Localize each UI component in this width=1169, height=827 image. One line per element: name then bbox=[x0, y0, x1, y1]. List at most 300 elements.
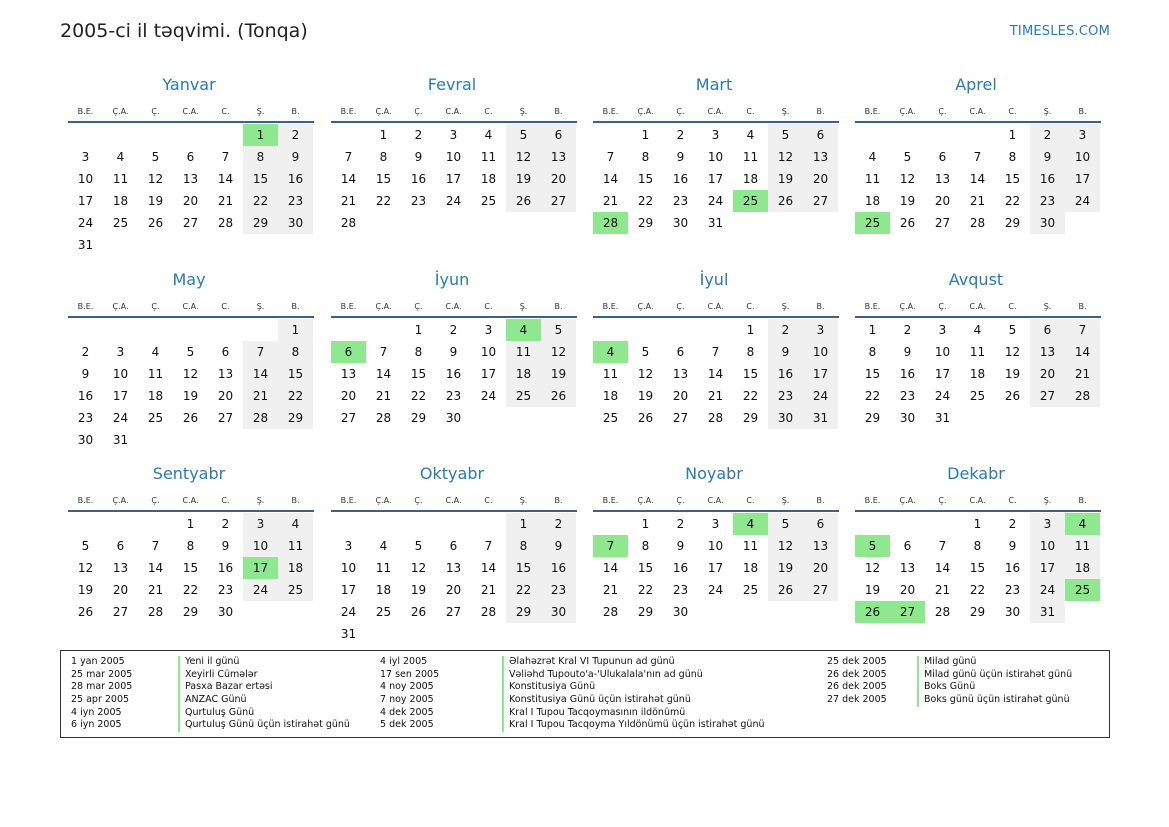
day-cell: 18 bbox=[506, 363, 541, 385]
day-cell: 14 bbox=[602, 172, 619, 186]
empty-cell bbox=[471, 212, 506, 234]
empty-cell bbox=[663, 319, 698, 341]
day-cell: 26 bbox=[637, 411, 654, 425]
day-cell: 2 bbox=[278, 124, 313, 146]
empty-cell bbox=[366, 623, 401, 645]
day-grid bbox=[855, 124, 1101, 234]
day-cell: 30 bbox=[77, 433, 94, 447]
day-cell: 25 bbox=[1065, 579, 1100, 601]
holiday-name: Əlahəzrət Kral VI Tupunun ad günü bbox=[502, 656, 675, 669]
day-cell: 1 bbox=[278, 319, 313, 341]
day-cell: 2 bbox=[676, 128, 685, 142]
holiday-date: 4 iyl 2005 bbox=[380, 656, 428, 667]
empty-cell bbox=[278, 601, 313, 623]
day-cell: 11 bbox=[742, 539, 759, 553]
weekday-label: Ç. bbox=[938, 496, 947, 505]
day-cell: 21 bbox=[243, 385, 278, 407]
day-cell: 30 bbox=[899, 411, 916, 425]
day-cell: 9 bbox=[278, 146, 313, 168]
day-cell: 22 bbox=[742, 389, 759, 403]
weekday-label: B. bbox=[1078, 107, 1087, 116]
day-cell: 24 bbox=[1030, 579, 1065, 601]
day-cell: 21 bbox=[217, 194, 234, 208]
day-cell: 5 bbox=[186, 345, 195, 359]
day-cell: 9 bbox=[1030, 146, 1065, 168]
day-cell: 6 bbox=[449, 539, 458, 553]
day-cell: 16 bbox=[278, 168, 313, 190]
weekday-label: C.A. bbox=[182, 302, 199, 311]
day-grid bbox=[331, 319, 577, 429]
day-cell: 6 bbox=[938, 150, 947, 164]
day-cell: 27 bbox=[217, 411, 234, 425]
weekday-label: Ç. bbox=[414, 302, 423, 311]
day-cell: 8 bbox=[641, 150, 650, 164]
weekday-label: Ç. bbox=[151, 107, 160, 116]
day-cell: 14 bbox=[217, 172, 234, 186]
day-cell: 18 bbox=[742, 172, 759, 186]
day-cell: 4 bbox=[973, 323, 982, 337]
day-cell: 27 bbox=[340, 411, 357, 425]
day-cell: 5 bbox=[641, 345, 650, 359]
page-title: 2005-ci il təqvimi. (Tonqa) bbox=[60, 20, 308, 42]
weekday-label: B.E. bbox=[340, 496, 357, 505]
weekday-label: Ş. bbox=[781, 302, 790, 311]
day-cell: 25 bbox=[147, 411, 164, 425]
empty-cell bbox=[401, 513, 436, 535]
empty-cell bbox=[698, 319, 733, 341]
empty-cell bbox=[278, 429, 313, 451]
day-cell: 17 bbox=[243, 557, 278, 579]
weekday-header bbox=[855, 493, 1101, 509]
day-cell: 19 bbox=[410, 583, 427, 597]
day-cell: 2 bbox=[414, 128, 423, 142]
day-cell: 5 bbox=[414, 539, 423, 553]
weekday-label: C.A. bbox=[707, 496, 724, 505]
empty-cell bbox=[925, 513, 960, 535]
month-block bbox=[331, 75, 577, 234]
empty-cell bbox=[855, 124, 890, 146]
day-cell: 8 bbox=[278, 341, 313, 363]
day-cell: 14 bbox=[147, 561, 164, 575]
day-cell: 22 bbox=[969, 583, 986, 597]
day-cell: 24 bbox=[77, 216, 94, 230]
day-cell: 18 bbox=[864, 194, 881, 208]
day-cell: 10 bbox=[803, 341, 838, 363]
day-cell: 23 bbox=[672, 194, 689, 208]
weekday-label: Ş. bbox=[1043, 107, 1052, 116]
day-cell: 10 bbox=[934, 345, 951, 359]
empty-cell bbox=[890, 513, 925, 535]
weekday-label: Ç.A. bbox=[637, 496, 654, 505]
day-cell: 12 bbox=[768, 535, 803, 557]
day-cell: 9 bbox=[676, 150, 685, 164]
day-cell: 4 bbox=[506, 319, 541, 341]
day-cell: 16 bbox=[672, 561, 689, 575]
weekday-label: B. bbox=[1078, 496, 1087, 505]
day-cell: 26 bbox=[506, 190, 541, 212]
holiday-name: ANZAC Günü bbox=[178, 694, 247, 707]
day-cell: 3 bbox=[803, 319, 838, 341]
day-grid bbox=[68, 124, 314, 256]
empty-cell bbox=[138, 124, 173, 146]
day-cell: 28 bbox=[243, 407, 278, 429]
header-rule bbox=[593, 121, 839, 123]
day-cell: 15 bbox=[410, 367, 427, 381]
day-cell: 18 bbox=[1065, 557, 1100, 579]
weekday-label: Ş. bbox=[781, 107, 790, 116]
day-cell: 3 bbox=[711, 517, 720, 531]
day-cell: 27 bbox=[803, 190, 838, 212]
weekday-label: B. bbox=[554, 107, 563, 116]
day-cell: 3 bbox=[344, 539, 353, 553]
empty-cell bbox=[593, 319, 628, 341]
weekday-label: Ş. bbox=[519, 302, 528, 311]
day-cell: 1 bbox=[973, 517, 982, 531]
month-block bbox=[855, 464, 1101, 623]
day-cell: 6 bbox=[541, 124, 576, 146]
day-cell: 18 bbox=[742, 561, 759, 575]
day-cell: 21 bbox=[480, 583, 497, 597]
day-cell: 17 bbox=[803, 363, 838, 385]
empty-cell bbox=[243, 234, 278, 256]
day-cell: 3 bbox=[81, 150, 90, 164]
day-cell: 31 bbox=[112, 433, 129, 447]
holiday-name: Pasxa Bazar ertəsi bbox=[178, 681, 273, 694]
day-cell: 25 bbox=[742, 583, 759, 597]
day-cell: 14 bbox=[707, 367, 724, 381]
weekday-label: Ç.A. bbox=[112, 496, 129, 505]
month-name: May bbox=[172, 270, 206, 289]
day-cell: 5 bbox=[903, 150, 912, 164]
weekday-label: B. bbox=[816, 302, 825, 311]
day-cell: 12 bbox=[768, 146, 803, 168]
day-cell: 21 bbox=[1065, 363, 1100, 385]
day-cell: 4 bbox=[151, 345, 160, 359]
empty-cell bbox=[208, 124, 243, 146]
weekday-label: Ş. bbox=[1043, 496, 1052, 505]
day-cell: 4 bbox=[1065, 513, 1100, 535]
day-cell: 10 bbox=[480, 345, 497, 359]
day-cell: 11 bbox=[147, 367, 164, 381]
month-name: Fevral bbox=[427, 75, 477, 94]
day-cell: 25 bbox=[278, 579, 313, 601]
day-cell: 30 bbox=[672, 605, 689, 619]
day-grid bbox=[855, 513, 1101, 623]
day-cell: 22 bbox=[506, 579, 541, 601]
day-cell: 9 bbox=[903, 345, 912, 359]
day-cell: 1 bbox=[746, 323, 755, 337]
day-cell: 1 bbox=[1008, 128, 1017, 142]
weekday-label: C. bbox=[746, 496, 755, 505]
day-cell: 12 bbox=[541, 341, 576, 363]
day-cell: 12 bbox=[506, 146, 541, 168]
day-cell: 3 bbox=[484, 323, 493, 337]
empty-cell bbox=[208, 429, 243, 451]
holiday-date: 26 dek 2005 bbox=[827, 668, 887, 680]
month-block bbox=[855, 75, 1101, 234]
day-cell: 6 bbox=[676, 345, 685, 359]
day-cell: 14 bbox=[480, 561, 497, 575]
day-cell: 17 bbox=[480, 367, 497, 381]
day-cell: 31 bbox=[707, 216, 724, 230]
holiday-date: 25 apr 2005 bbox=[71, 694, 130, 706]
day-cell: 30 bbox=[217, 605, 234, 619]
day-grid bbox=[855, 319, 1101, 429]
day-cell: 26 bbox=[855, 601, 890, 623]
day-cell: 12 bbox=[1004, 345, 1021, 359]
day-cell: 31 bbox=[77, 238, 94, 252]
day-cell: 28 bbox=[480, 605, 497, 619]
day-cell: 13 bbox=[934, 172, 951, 186]
weekday-label: B. bbox=[554, 302, 563, 311]
day-cell: 16 bbox=[410, 172, 427, 186]
day-cell: 19 bbox=[768, 168, 803, 190]
weekday-header bbox=[855, 299, 1101, 315]
weekday-label: C. bbox=[1008, 496, 1017, 505]
day-grid bbox=[593, 513, 839, 623]
day-cell: 13 bbox=[112, 561, 129, 575]
weekday-label: C. bbox=[484, 107, 493, 116]
weekday-label: B.E. bbox=[864, 496, 881, 505]
day-cell: 15 bbox=[182, 561, 199, 575]
day-cell: 25 bbox=[112, 216, 129, 230]
empty-cell bbox=[103, 513, 138, 535]
day-cell: 21 bbox=[969, 194, 986, 208]
day-cell: 7 bbox=[151, 539, 160, 553]
weekday-label: C.A. bbox=[445, 496, 462, 505]
day-cell: 28 bbox=[217, 216, 234, 230]
month-name: Sentyabr bbox=[152, 464, 226, 483]
day-cell: 17 bbox=[112, 389, 129, 403]
day-cell: 16 bbox=[445, 367, 462, 381]
weekday-label: B.E. bbox=[602, 496, 619, 505]
weekday-label: Ç. bbox=[414, 107, 423, 116]
day-cell: 23 bbox=[278, 190, 313, 212]
day-cell: 4 bbox=[379, 539, 388, 553]
day-cell: 27 bbox=[803, 579, 838, 601]
day-cell: 30 bbox=[278, 212, 313, 234]
weekday-header bbox=[68, 104, 314, 120]
holiday-name: Boks günü üçün istirahət günü bbox=[917, 694, 1070, 707]
weekday-label: C.A. bbox=[182, 107, 199, 116]
weekday-label: Ç.A. bbox=[112, 107, 129, 116]
day-cell: 22 bbox=[864, 389, 881, 403]
empty-cell bbox=[401, 212, 436, 234]
day-cell: 3 bbox=[449, 128, 458, 142]
day-cell: 15 bbox=[742, 367, 759, 381]
day-cell: 2 bbox=[541, 513, 576, 535]
month-name: Avqust bbox=[948, 270, 1004, 289]
weekday-label: Ç.A. bbox=[899, 302, 916, 311]
day-cell: 27 bbox=[1030, 385, 1065, 407]
empty-cell bbox=[1065, 601, 1100, 623]
day-cell: 30 bbox=[1030, 212, 1065, 234]
day-cell: 26 bbox=[147, 216, 164, 230]
day-cell: 11 bbox=[278, 535, 313, 557]
day-cell: 17 bbox=[77, 194, 94, 208]
empty-cell bbox=[471, 623, 506, 645]
day-cell: 28 bbox=[340, 216, 357, 230]
weekday-header bbox=[331, 299, 577, 315]
day-cell: 12 bbox=[77, 561, 94, 575]
day-cell: 29 bbox=[637, 216, 654, 230]
day-cell: 5 bbox=[506, 124, 541, 146]
day-cell: 10 bbox=[340, 561, 357, 575]
day-cell: 26 bbox=[77, 605, 94, 619]
weekday-label: Ç. bbox=[414, 496, 423, 505]
day-cell: 1 bbox=[641, 128, 650, 142]
header-rule bbox=[68, 316, 314, 318]
day-cell: 20 bbox=[803, 557, 838, 579]
day-cell: 27 bbox=[112, 605, 129, 619]
holiday-date: 1 yan 2005 bbox=[71, 656, 125, 667]
weekday-header bbox=[331, 493, 577, 509]
month-block bbox=[331, 464, 577, 645]
day-cell: 29 bbox=[278, 407, 313, 429]
day-cell: 26 bbox=[182, 411, 199, 425]
weekday-label: Ş. bbox=[781, 496, 790, 505]
day-cell: 26 bbox=[410, 605, 427, 619]
day-cell: 21 bbox=[147, 583, 164, 597]
header-rule bbox=[331, 510, 577, 512]
weekday-label: B. bbox=[554, 496, 563, 505]
day-cell: 16 bbox=[217, 561, 234, 575]
day-cell: 11 bbox=[602, 367, 619, 381]
day-cell: 19 bbox=[541, 363, 576, 385]
day-cell: 20 bbox=[1030, 363, 1065, 385]
day-cell: 3 bbox=[938, 323, 947, 337]
day-cell: 21 bbox=[340, 194, 357, 208]
day-cell: 22 bbox=[278, 385, 313, 407]
empty-cell bbox=[628, 319, 663, 341]
day-grid bbox=[68, 513, 314, 623]
day-cell: 5 bbox=[768, 124, 803, 146]
weekday-label: B.E. bbox=[864, 107, 881, 116]
weekday-label: C. bbox=[221, 302, 230, 311]
empty-cell bbox=[366, 319, 401, 341]
empty-cell bbox=[471, 407, 506, 429]
day-cell: 6 bbox=[903, 539, 912, 553]
day-cell: 17 bbox=[934, 367, 951, 381]
day-cell: 11 bbox=[742, 150, 759, 164]
weekday-label: Ç.A. bbox=[375, 107, 392, 116]
day-cell: 4 bbox=[746, 128, 755, 142]
day-cell: 24 bbox=[707, 583, 724, 597]
day-cell: 10 bbox=[707, 150, 724, 164]
empty-cell bbox=[890, 124, 925, 146]
day-cell: 12 bbox=[147, 172, 164, 186]
day-cell: 27 bbox=[182, 216, 199, 230]
day-cell: 9 bbox=[414, 150, 423, 164]
day-cell: 12 bbox=[899, 172, 916, 186]
site-link[interactable]: TIMESLES.COM bbox=[1009, 24, 1110, 39]
day-cell: 16 bbox=[541, 557, 576, 579]
month-block bbox=[593, 464, 839, 623]
header-rule bbox=[855, 316, 1101, 318]
day-cell: 14 bbox=[375, 367, 392, 381]
day-cell: 23 bbox=[899, 389, 916, 403]
day-cell: 6 bbox=[803, 513, 838, 535]
day-cell: 24 bbox=[707, 194, 724, 208]
weekday-label: C.A. bbox=[707, 302, 724, 311]
weekday-header bbox=[593, 299, 839, 315]
holiday-date: 4 iyn 2005 bbox=[71, 706, 122, 718]
day-cell: 5 bbox=[855, 535, 890, 557]
month-block bbox=[855, 270, 1101, 429]
day-cell: 23 bbox=[410, 194, 427, 208]
holiday-date: 7 noy 2005 bbox=[380, 694, 434, 706]
day-cell: 1 bbox=[243, 124, 278, 146]
weekday-label: B.E. bbox=[340, 107, 357, 116]
day-cell: 21 bbox=[602, 194, 619, 208]
empty-cell bbox=[68, 513, 103, 535]
empty-cell bbox=[331, 319, 366, 341]
holiday-date: 25 dek 2005 bbox=[827, 656, 887, 667]
day-cell: 17 bbox=[707, 561, 724, 575]
weekday-label: Ş. bbox=[256, 496, 265, 505]
day-cell: 23 bbox=[768, 385, 803, 407]
day-cell: 13 bbox=[672, 367, 689, 381]
day-cell: 2 bbox=[81, 345, 90, 359]
weekday-label: B.E. bbox=[77, 302, 94, 311]
day-cell: 15 bbox=[864, 367, 881, 381]
day-cell: 30 bbox=[445, 411, 462, 425]
holiday-name: Boks Günü bbox=[917, 681, 975, 694]
weekday-label: Ç.A. bbox=[112, 302, 129, 311]
header-rule bbox=[331, 316, 577, 318]
empty-cell bbox=[103, 124, 138, 146]
holidays-list bbox=[60, 650, 1110, 738]
weekday-label: B. bbox=[291, 107, 300, 116]
day-cell: 22 bbox=[637, 194, 654, 208]
day-cell: 26 bbox=[1004, 389, 1021, 403]
day-cell: 13 bbox=[340, 367, 357, 381]
empty-cell bbox=[173, 319, 208, 341]
weekday-header bbox=[593, 493, 839, 509]
day-cell: 28 bbox=[1065, 385, 1100, 407]
day-cell: 1 bbox=[379, 128, 388, 142]
holiday-name: Konstitusiya Günü bbox=[502, 681, 595, 694]
day-cell: 29 bbox=[969, 605, 986, 619]
day-cell: 17 bbox=[340, 583, 357, 597]
weekday-label: Ç. bbox=[676, 302, 685, 311]
day-cell: 14 bbox=[934, 561, 951, 575]
weekday-label: Ş. bbox=[1043, 302, 1052, 311]
empty-cell bbox=[960, 124, 995, 146]
weekday-label: C.A. bbox=[445, 107, 462, 116]
month-block bbox=[331, 270, 577, 429]
day-cell: 8 bbox=[379, 150, 388, 164]
day-cell: 14 bbox=[1065, 341, 1100, 363]
empty-cell bbox=[541, 407, 576, 429]
day-cell: 7 bbox=[711, 345, 720, 359]
empty-cell bbox=[698, 601, 733, 623]
day-cell: 18 bbox=[147, 389, 164, 403]
day-cell: 29 bbox=[182, 605, 199, 619]
day-cell: 17 bbox=[707, 172, 724, 186]
day-cell: 23 bbox=[1004, 583, 1021, 597]
empty-cell bbox=[995, 407, 1030, 429]
weekday-label: C.A. bbox=[969, 107, 986, 116]
day-cell: 15 bbox=[1004, 172, 1021, 186]
header-rule bbox=[593, 510, 839, 512]
holiday-date: 27 dek 2005 bbox=[827, 694, 887, 706]
weekday-label: C. bbox=[1008, 302, 1017, 311]
empty-cell bbox=[68, 124, 103, 146]
day-cell: 31 bbox=[934, 411, 951, 425]
day-cell: 24 bbox=[243, 579, 278, 601]
month-block bbox=[68, 464, 314, 623]
